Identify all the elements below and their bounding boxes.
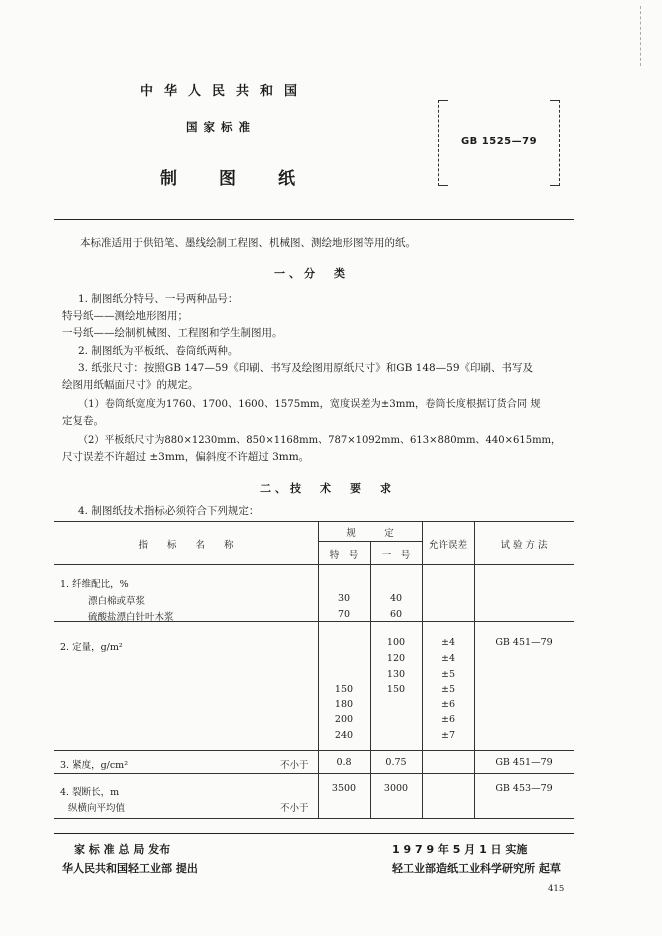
col-header-tolerance: 允许误差	[428, 540, 467, 551]
implementation-date: 1 9 7 9 年 5 月 1 日 实施	[392, 843, 528, 856]
row-breaking-qualifier: 不小于	[280, 803, 309, 814]
row-breaking-name: 4. 裂断长，m	[60, 787, 120, 798]
para-line: 尺寸误差不许超过 ±3mm，偏斜度不许超过 3mm。	[62, 451, 310, 463]
cell-value: 120	[386, 653, 406, 664]
row-density-qualifier: 不小于	[280, 760, 309, 771]
section-heading-classification: 一、分 类	[274, 267, 349, 280]
cell-value: 3500	[331, 783, 357, 794]
cell-value: 100	[386, 637, 406, 648]
cell-value: 0.75	[385, 757, 407, 768]
spec-table	[54, 521, 574, 819]
cell-method: GB 451—79	[495, 757, 553, 768]
scope-paragraph: 本标准适用于供铅笔、墨线绘制工程图、机械图、测绘地形图等用的纸。	[80, 237, 416, 249]
cell-value: 240	[334, 730, 354, 741]
table-lead: 4. 制图纸技术指标必须符合下列规定：	[78, 505, 260, 517]
cell-value: 60	[389, 609, 403, 620]
row-weight-name: 2. 定量，g/m²	[60, 642, 123, 653]
cell-value: 200	[334, 714, 354, 725]
para-line: 3. 纸张尺寸：按照GB 147—59《印刷、书写及绘图用原纸尺寸》和GB 148—59《印刷、书写及	[78, 362, 534, 374]
cell-value: 70	[337, 609, 351, 620]
cell-value: 30	[337, 593, 351, 604]
cell-method: GB 451—79	[495, 637, 553, 648]
col-header-method: 试 验 方 法	[500, 540, 548, 551]
para-line: 1. 制图纸分特号、一号两种品号：	[78, 293, 239, 305]
standard-type: 国家标准	[186, 120, 256, 134]
para-line: 特号纸——测绘地形图用；	[62, 310, 188, 322]
page-number: 415	[548, 884, 565, 894]
header-divider	[54, 219, 574, 220]
cell-value: 150	[334, 684, 354, 695]
section-heading-tech: 二、技 术 要 求	[260, 482, 395, 495]
cell-tolerance: ±5	[440, 669, 455, 680]
cell-value: 180	[334, 699, 354, 710]
cell-value: 150	[386, 684, 406, 695]
para-line: 定复卷。	[62, 415, 104, 427]
page-title: 制图纸	[160, 169, 337, 189]
cell-value: 0.8	[336, 757, 352, 768]
proposer: 华人民共和国轻工业部 提出	[62, 862, 198, 875]
para-line: 一号纸——绘制机械图、工程图和学生制图用。	[62, 327, 283, 339]
col-header-indicator: 指 标 名 称	[138, 540, 234, 551]
cell-tolerance: ±6	[440, 714, 455, 725]
cell-value: 3000	[383, 783, 409, 794]
col-header-no1: 一 号	[381, 550, 411, 561]
row-fiber-name: 1. 纤维配比，%	[60, 579, 129, 590]
cell-method: GB 453—79	[495, 783, 553, 794]
cell-tolerance: ±7	[440, 730, 455, 741]
para-line: （2）平板纸尺寸为880×1230mm、850×1168mm、787×1092mm、613×880mm、440×615mm，	[78, 435, 562, 446]
row-breaking-sub: 纵横向平均值	[68, 803, 126, 814]
standard-code: GB 1525—79	[460, 136, 538, 147]
row-fiber-sub2: 硫酸盐漂白针叶木浆	[88, 612, 174, 623]
scan-mark	[640, 6, 643, 66]
cell-tolerance: ±6	[440, 699, 455, 710]
row-fiber-sub1: 漂白棉或草浆	[88, 596, 146, 607]
col-header-spec: 规 定	[346, 528, 394, 539]
footer-divider	[54, 833, 574, 834]
para-line: 绘图用纸幅面尺寸》的规定。	[62, 379, 199, 391]
standard-code-box	[438, 100, 560, 186]
cell-value: 130	[386, 669, 406, 680]
cell-tolerance: ±4	[440, 653, 455, 664]
para-line: （1）卷筒纸宽度为1760、1700、1600、1575mm，宽度误差为±3mm，卷筒长度根据订货合同 规	[78, 399, 541, 410]
cell-tolerance: ±5	[440, 684, 455, 695]
para-line: 2. 制图纸为平板纸、卷筒纸两种。	[78, 345, 239, 357]
cell-tolerance: ±4	[440, 637, 455, 648]
drafter: 轻工业部造纸工业科学研究所 起草	[392, 862, 561, 875]
col-header-special: 特 号	[329, 550, 359, 561]
row-density-name: 3. 紧度，g/cm²	[60, 760, 129, 771]
country-name: 中华人民共和国	[140, 84, 309, 99]
issuer: 家 标 准 总 局 发布	[74, 843, 171, 856]
cell-value: 40	[389, 593, 403, 604]
